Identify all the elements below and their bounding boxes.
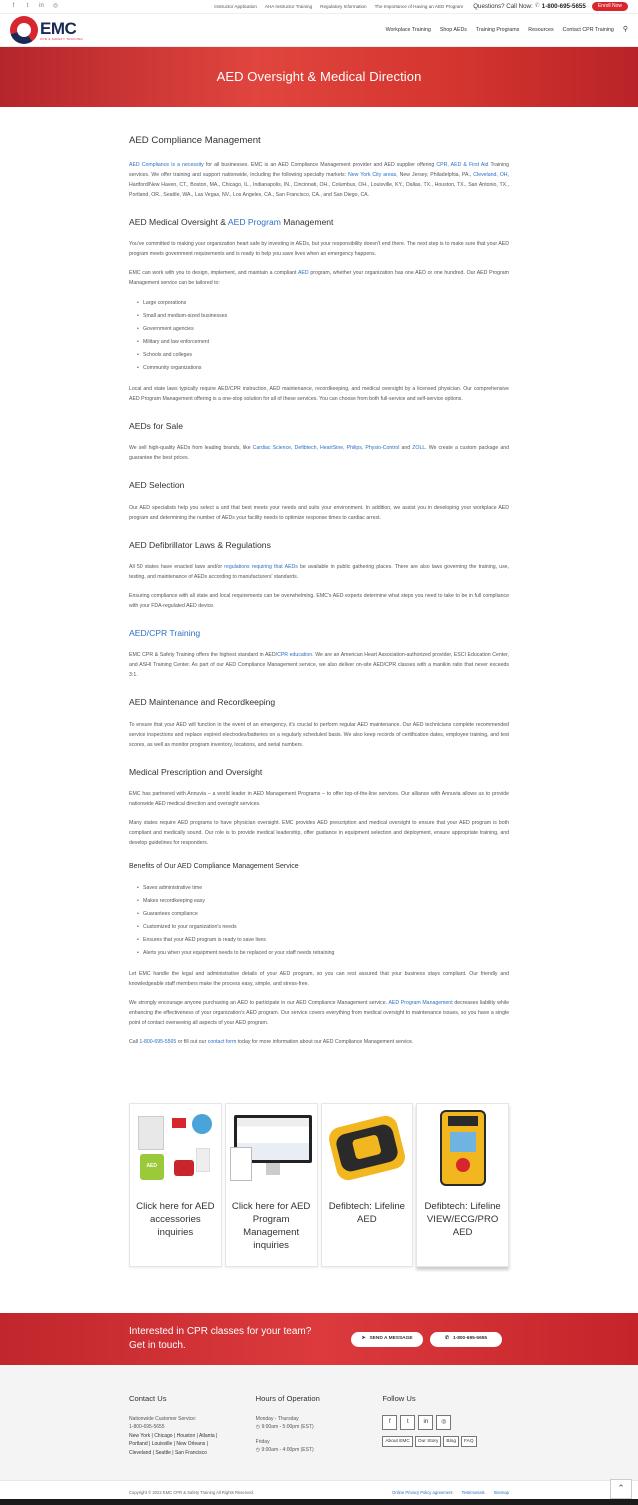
card-title: Defibtech: Lifeline VIEW/ECG/PRO AED bbox=[424, 1200, 501, 1238]
call-now bbox=[473, 2, 586, 12]
clock-icon: ◷ bbox=[255, 1447, 262, 1454]
clock-icon: ◷ bbox=[255, 1424, 262, 1431]
card-title: Click here for AED accessories inquiries bbox=[136, 1200, 215, 1238]
text: Call bbox=[129, 1038, 140, 1045]
link-new-york[interactable]: New York City areas bbox=[348, 171, 397, 178]
instagram-icon[interactable]: ◎ bbox=[52, 2, 59, 9]
link-cpr-education[interactable]: CPR education bbox=[277, 652, 313, 659]
testimonials-link[interactable]: Testimonials bbox=[461, 1490, 485, 1496]
footer-cities-2[interactable]: Portland | Louisville | New Orleans | bbox=[129, 1441, 208, 1448]
para-oversight-1: You've committed to making your organization heart safe by investing in AEDs, but your responsibility doesn't end there. The next step is to make sure that your AED program meets government requirements and is ready to help you save lives when an emergency happens. bbox=[129, 241, 509, 258]
text: All 50 states have enacted laws and/or bbox=[129, 564, 225, 571]
link-call-phone[interactable]: 1-800-695-5565 bbox=[139, 1038, 177, 1045]
main-nav bbox=[386, 25, 628, 36]
heading-medical: Medical Prescription and Oversight bbox=[129, 766, 263, 777]
main-content bbox=[129, 107, 509, 1047]
nav-contact-cpr-training[interactable]: Contact CPR Training bbox=[562, 26, 614, 33]
logo-name: EMC bbox=[40, 18, 77, 38]
questions-label: Questions? Call Now: bbox=[473, 2, 533, 10]
link-aed-compliance[interactable]: AED Compliance is a necessity bbox=[129, 161, 204, 168]
link-aed[interactable]: AED bbox=[297, 270, 309, 277]
scroll-to-top-button[interactable] bbox=[610, 1479, 632, 1499]
list-item: • Schools and colleges bbox=[143, 349, 509, 362]
linkedin-icon[interactable]: in bbox=[418, 1415, 433, 1430]
heading-selection: AED Selection bbox=[129, 480, 185, 491]
send-icon: ➤ bbox=[361, 1336, 366, 1342]
card-defibtech-lifeline[interactable] bbox=[321, 1103, 414, 1267]
link-physio-control[interactable]: Physio-Control bbox=[365, 445, 400, 452]
para-selection: Our AED specialists help you select a unit that best meets your needs and suits your environment. In addition, we assist you in developing your workplace AED program and determining the number of AEDs your facility needs to optimize response times to cardiac arrest. bbox=[129, 504, 509, 521]
sitemap-link[interactable]: Sitemap bbox=[493, 1490, 509, 1496]
text: , New Jersey, Philadelphia, PA., bbox=[396, 171, 474, 178]
link-regulations[interactable]: regulations requiring that AEDs bbox=[224, 564, 298, 571]
para-laws-1 bbox=[129, 562, 509, 582]
text: . We create a custom package and guarantee the best prices. bbox=[129, 445, 510, 462]
hours-time-1 bbox=[256, 1423, 383, 1432]
link-heartsine[interactable]: HeartSine bbox=[320, 445, 344, 452]
para-call bbox=[129, 1037, 509, 1047]
call-label: 1-800-695-5655 bbox=[452, 1336, 488, 1342]
logo-tagline: CPR & SAFETY TRAINING bbox=[40, 36, 84, 41]
text: AED Medical Oversight & bbox=[129, 216, 228, 227]
benefits-list bbox=[143, 882, 509, 960]
text: today for more information about our AED Compliance Management service. bbox=[236, 1038, 414, 1045]
heading-maintenance: AED Maintenance and Recordkeeping bbox=[129, 697, 276, 708]
hero-banner bbox=[0, 47, 638, 107]
facebook-icon[interactable]: f bbox=[12, 2, 15, 9]
card-title: Defibtech: Lifeline AED bbox=[328, 1200, 405, 1225]
text: . We are an American Heart Association-authorized provider, ESCI Education Center, and ASHI Training Center. As part of our AED Compliance Management service, we also deliver on-site AED/CPR classes with a manikin ratio that never exceeds 3:1. bbox=[129, 652, 509, 679]
text: decreases liability while enhancing the effectiveness of your organization's AED program. Our service covers everything from medical oversight to maintenance issues, so you have a single point of contact overseeing all aspects of your AED program. bbox=[129, 999, 509, 1026]
social-links bbox=[10, 2, 59, 11]
heading-laws: AED Defibrillator Laws & Regulations bbox=[129, 539, 271, 550]
list-item: • Guarantees compliance bbox=[143, 908, 509, 921]
cta-text: Interested in CPR classes for your team? Get in touch. bbox=[129, 1326, 312, 1351]
para-sale: We sell high-quality AEDs from leading brands, like Cardiac Science, Defibtech, HeartSine, Philips, Physio-Control and ZOLL. We create a custom package and guarantee the best prices. bbox=[129, 445, 510, 462]
top-links bbox=[214, 3, 463, 10]
para-final-1: Let EMC handle the legal and administrative details of your AED program, so you can rest assured that your business stays compliant. Our friendly and knowledgeable staff members make the process easy, simple, and stress-free. bbox=[129, 970, 509, 987]
footer-hours bbox=[256, 1393, 383, 1457]
para-maintenance: To ensure that your AED will function in the event of an emergency, it's crucial to perform regular AED maintenance. Our AED technicians complete recommended service inspections and replace expired electrodes/batteries on a regularly scheduled basis. We also keep records of certification dates, employee training, and test scores, as well as monitor program inventory, locations, and serial numbers. bbox=[129, 721, 509, 748]
search-icon[interactable]: ⚲ bbox=[622, 25, 628, 33]
text: Training services. We offer training and support nationwide, including the following specialty markets: bbox=[129, 161, 509, 178]
phone-icon: ✆ bbox=[444, 1336, 449, 1342]
para-oversight-2 bbox=[129, 268, 509, 288]
hours-days-2: Friday bbox=[255, 1438, 270, 1445]
text: 9:00am - 4:00pm (EST) bbox=[261, 1447, 314, 1454]
list-item: • Small and medium-sized businesses bbox=[143, 310, 509, 323]
nav-resources[interactable]: Resources bbox=[528, 26, 554, 33]
footer-blog-button[interactable]: Blog bbox=[443, 1436, 459, 1447]
nav-workplace-training[interactable]: Workplace Training bbox=[385, 26, 431, 33]
link-zoll[interactable]: ZOLL bbox=[412, 445, 426, 452]
privacy-link[interactable]: Online Privacy Policy agreement bbox=[392, 1490, 453, 1496]
text: program, whether your organization has one AED or one hundred. Our AED Program Management service can be tailored to: bbox=[129, 270, 509, 287]
card-aed-program-management[interactable] bbox=[225, 1103, 318, 1267]
para-compliance bbox=[129, 160, 509, 200]
product-cards bbox=[129, 1103, 509, 1267]
text: We sell high-quality AEDs from leading brands, like bbox=[129, 445, 253, 452]
footer-cities-3[interactable]: Cleveland | Seattle | San Francisco bbox=[129, 1449, 207, 1456]
facebook-icon[interactable]: f bbox=[382, 1415, 397, 1430]
text: AED/ bbox=[129, 628, 150, 639]
page-title: AED Oversight & Medical Direction bbox=[216, 68, 422, 84]
link-cardiac-science[interactable]: Cardiac Science bbox=[252, 445, 292, 452]
call-button[interactable] bbox=[430, 1332, 502, 1347]
logo[interactable] bbox=[10, 16, 83, 44]
program-management-image bbox=[226, 1104, 317, 1192]
link-aed-program-management[interactable]: AED Program Management bbox=[388, 999, 453, 1006]
logo-mark-icon bbox=[10, 16, 38, 44]
text: , Hartford/New Haven, CT., Boston, MA., Chicago, IL., Indianapolis, IN., Cincinnati, OH., Columbus, OH., Louisville, KY., Dallas, TX., Houston, TX., San Antonio, TX., Portland, OR., Seattle, WA., Las Vegas, NV., Los Angeles, CA., San Francisco, CA., and San Diego, CA. bbox=[129, 171, 509, 198]
para-medical-2: Many states require AED programs to have physician oversight. EMC provides AED prescription and medical oversight to ensure that your AED program is both compliant and medically sound. Our role is to provide medical leadership, offer guidance in equipment selection and deployment, ensure appropriate training, and develop guidelines for responders. bbox=[129, 820, 509, 847]
send-label: SEND A MESSAGE bbox=[369, 1336, 413, 1342]
link-aed-program[interactable]: AED Program bbox=[227, 216, 281, 227]
top-phone-link[interactable]: 1-800-695-5655 bbox=[541, 2, 586, 10]
linkedin-icon[interactable]: in bbox=[39, 2, 44, 9]
nav-training-programs[interactable]: Training Programs bbox=[475, 26, 520, 33]
heading-benefits: Benefits of Our AED Compliance Management Service bbox=[129, 863, 299, 871]
list-item: • Saves administrative time bbox=[143, 882, 509, 895]
bottom-edge bbox=[0, 1499, 638, 1505]
link-defibtech[interactable]: Defibtech bbox=[294, 445, 317, 452]
text: or fill out our bbox=[176, 1038, 208, 1045]
list-item: • Government agencies bbox=[143, 323, 509, 336]
organization-list bbox=[143, 297, 509, 375]
link-contact-form[interactable]: contact form bbox=[207, 1038, 237, 1045]
footer bbox=[0, 1365, 638, 1480]
footer-faq-button[interactable]: FAQ bbox=[461, 1436, 477, 1447]
text: EMC can work with you to design, implement, and maintain a compliant bbox=[129, 270, 298, 277]
instagram-icon[interactable]: ◎ bbox=[436, 1415, 451, 1430]
text: be available in public gathering places. There are also laws governing the training, use, testing, and maintenance of AEDs according to manufacturers' standards. bbox=[129, 564, 509, 581]
list-item: • Military and law enforcement bbox=[143, 336, 509, 349]
footer-service-label: Nationwide Customer Service: bbox=[129, 1415, 197, 1422]
list-item: • Large corporations bbox=[143, 297, 509, 310]
link-philips[interactable]: Philips bbox=[346, 445, 362, 452]
phone-icon: ✆ bbox=[534, 2, 540, 9]
text: We strongly encourage anyone purchasing an AED to participate in our AED Compliance Management service. bbox=[129, 999, 389, 1006]
link-cleveland[interactable]: Cleveland, OH bbox=[473, 171, 508, 178]
footer-follow-title: Follow Us bbox=[382, 1394, 416, 1403]
footer-contact bbox=[129, 1393, 256, 1457]
text: EMC CPR & Safety Training offers the highest standard in AED/ bbox=[129, 652, 278, 659]
nav-shop-aeds[interactable]: Shop AEDs bbox=[439, 26, 467, 33]
text: for all businesses. EMC is an AED Compliance Management provider and AED supplier offering bbox=[203, 161, 437, 168]
link-cpr-aed-first-aid[interactable]: CPR, AED & First Aid bbox=[436, 161, 489, 168]
heading-training bbox=[129, 627, 509, 640]
heading-compliance: AED Compliance Management bbox=[129, 135, 261, 146]
copyright: Copyright © 2022 EMC CPR & Safety Training All Rights Reserved. bbox=[129, 1490, 255, 1496]
card-aed-accessories[interactable] bbox=[129, 1103, 222, 1267]
chevron-up-icon: ⌃ bbox=[617, 1483, 625, 1494]
list-item: • Makes recordkeeping easy bbox=[143, 895, 509, 908]
list-item: • Customized to your organization's needs bbox=[143, 921, 509, 934]
para-laws-2: Ensuring compliance with all state and local requirements can be overwhelming. EMC's AED experts determine what steps you need to take to be in full compliance with your FDA-regulated AED device. bbox=[129, 593, 509, 610]
card-title: Click here for AED Program Management inquiries bbox=[231, 1200, 311, 1251]
footer-about-button[interactable]: About EMC bbox=[382, 1436, 413, 1447]
heading-aeds-for-sale: AEDs for Sale bbox=[129, 421, 183, 432]
para-final-2 bbox=[129, 998, 509, 1028]
para-training bbox=[129, 650, 509, 680]
cta-banner bbox=[0, 1313, 638, 1365]
enroll-now-button[interactable]: Enroll Now bbox=[592, 2, 628, 12]
defibtech-lifeline-image bbox=[322, 1104, 413, 1192]
top-bar bbox=[0, 0, 638, 14]
footer-follow bbox=[382, 1393, 509, 1457]
send-message-button[interactable] bbox=[351, 1332, 423, 1347]
para-medical-1: EMC has partnered with Annuvia – a world leader in AED Management Programs – to offer top-of-the-line services. Our alliance with Annuvia allows us to provide nationwide AED medical direction and oversight services. bbox=[129, 791, 509, 808]
link-cpr-training[interactable]: CPR Training bbox=[149, 628, 201, 639]
top-link-aha-instructor-training[interactable]: AHA Instructor Training bbox=[264, 3, 313, 9]
top-link-instructor-application[interactable]: Instructor Application bbox=[214, 3, 257, 9]
twitter-icon[interactable]: t bbox=[400, 1415, 415, 1430]
top-link-aed-program-importance[interactable]: The Importance of Having an AED Program bbox=[374, 3, 464, 9]
defibtech-view-image bbox=[417, 1104, 508, 1192]
twitter-icon[interactable]: t bbox=[26, 2, 29, 9]
heading-oversight bbox=[129, 216, 509, 229]
footer-hours-title: Hours of Operation bbox=[255, 1394, 320, 1403]
hours-time-2 bbox=[256, 1446, 383, 1455]
footer-cities-1[interactable]: New York | Chicago | Houston | Atlanta | bbox=[129, 1432, 218, 1439]
list-item: • Community organizations bbox=[143, 362, 509, 375]
text: 9:00am - 5:00pm (EST) bbox=[261, 1424, 314, 1431]
top-link-regulatory-information[interactable]: Regulatory Information bbox=[320, 3, 367, 9]
header bbox=[0, 14, 638, 47]
footer-story-button[interactable]: Our Story bbox=[415, 1436, 442, 1447]
para-oversight-3: Local and state laws typically require AED/CPR instruction, AED maintenance, recordkeeping, and medical oversight by a licensed physician. Our comprehensive AED Program Management offering is a one-stop solution for all of these services. You can choose from both full-service and self-service options. bbox=[129, 386, 509, 403]
hours-days-1: Monday - Thursday bbox=[255, 1415, 299, 1422]
footer-contact-title: Contact Us bbox=[129, 1394, 167, 1403]
list-item: • Ensures that your AED program is ready to save lives bbox=[143, 934, 509, 947]
list-item: • Alerts you when your equipment needs to be replaced or your staff needs retraining bbox=[143, 947, 509, 960]
aed-accessories-image bbox=[130, 1104, 221, 1192]
footer-phone[interactable]: 1-800-695-5655 bbox=[129, 1424, 165, 1431]
card-defibtech-lifeline-view[interactable] bbox=[416, 1103, 509, 1267]
text: Management bbox=[280, 216, 334, 227]
